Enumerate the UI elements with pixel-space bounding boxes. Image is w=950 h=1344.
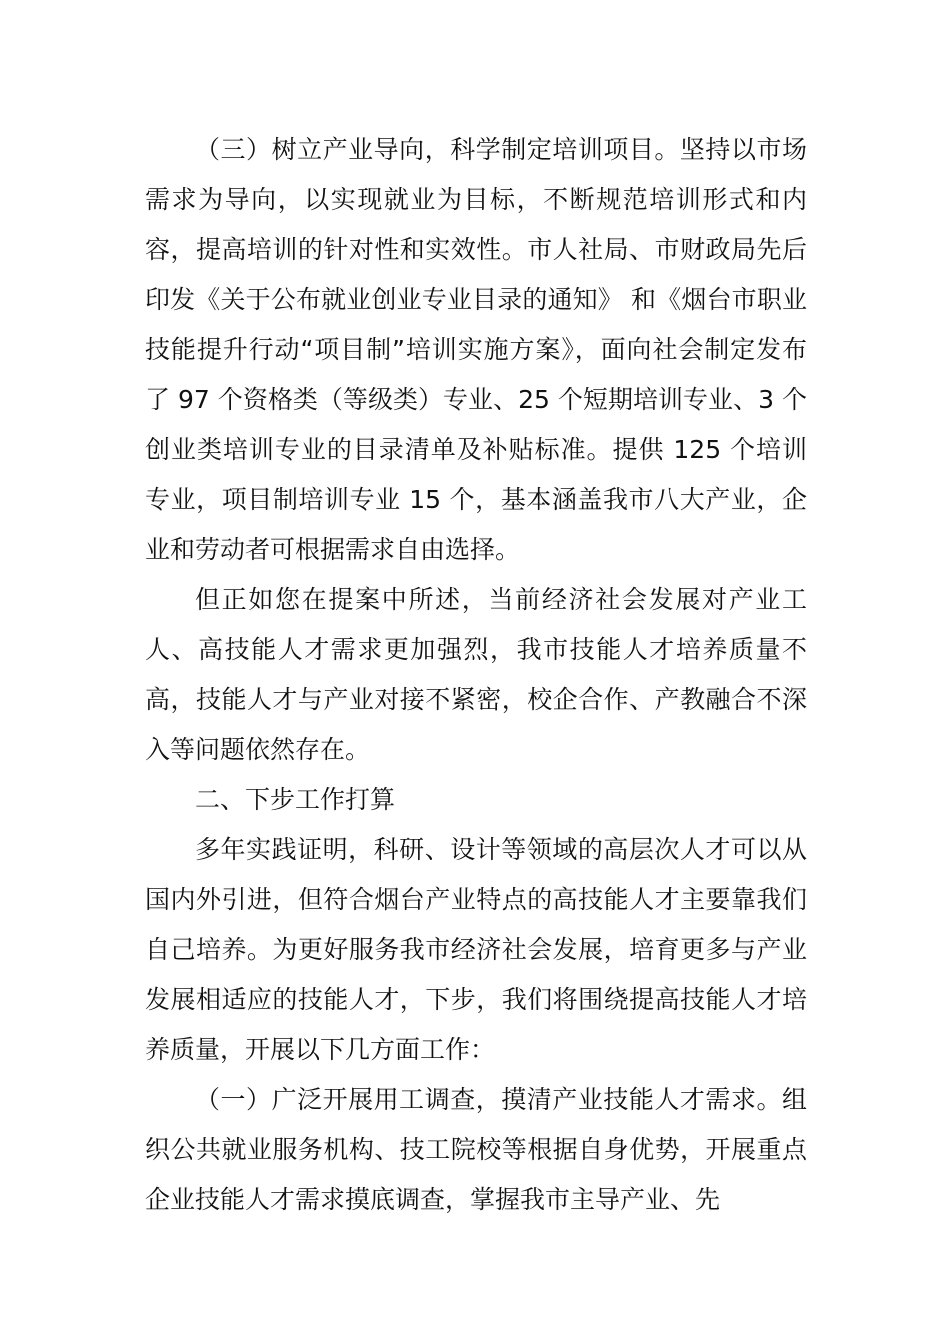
paragraph-training-projects: （三）树立产业导向，科学制定培训项目。坚持以市场需求为导向，以实现就业为目标，不断规范培训形式和内容，提高培训的针对性和实效性。市人社局、市财政局先后印发《关于公布就业创业专业目录的通知》 和《烟台市职业技能提升行动“项目制”培训实施方案》，面向社会制定发布了 97 个资格类（等级类）专业、25 个短期培训专业、3 个创业类培训专业的目录清单及补贴标准。提供 125 个培训专业，项目制培训专业 15 个，基本涵盖我市八大产业，企业和劳动者可根据需求自由选择。 (145, 135, 807, 564)
paragraph-employment-survey: （一）广泛开展用工调查，摸清产业技能人才需求。组织公共就业服务机构、技工院校等根据自身优势，开展重点企业技能人才需求摸底调查，掌握我市主导产业、先 (145, 1085, 807, 1214)
paragraph-existing-problems: 但正如您在提案中所述，当前经济社会发展对产业工人、高技能人才需求更加强烈，我市技能人才培养质量不高，技能人才与产业对接不紧密，校企合作、产教融合不深入等问题依然存在。 (145, 585, 807, 764)
paragraph-talent-cultivation: 多年实践证明，科研、设计等领域的高层次人才可以从国内外引进，但符合烟台产业特点的高技能人才主要靠我们自己培养。为更好服务我市经济社会发展，培育更多与产业发展相适应的技能人才，下步，我们将围绕提高技能人才培养质量，开展以下几方面工作： (145, 835, 807, 1064)
section-heading-next-steps: 二、下步工作打算 (195, 785, 396, 814)
document-body (145, 125, 807, 1225)
